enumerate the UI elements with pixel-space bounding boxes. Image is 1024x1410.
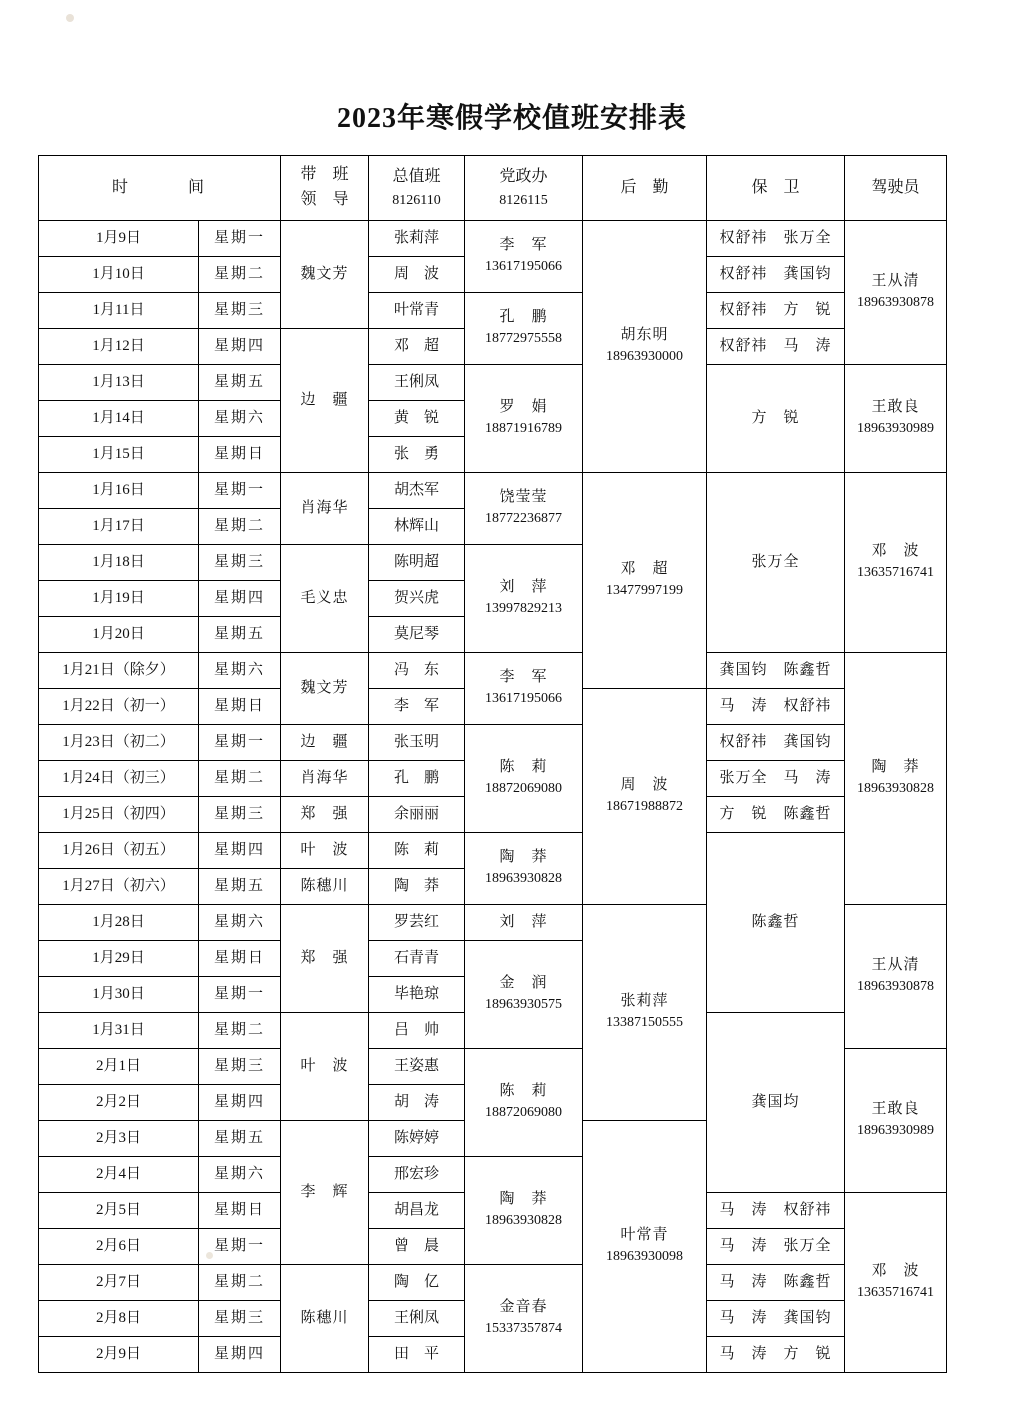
cell-date: 1月22日（初一） <box>39 689 199 725</box>
cell-weekday: 星期三 <box>199 1049 281 1085</box>
header-party-office: 党政办 8126115 <box>465 156 583 221</box>
cell-date: 2月1日 <box>39 1049 199 1085</box>
cell-security: 权舒祎 马 涛 <box>707 329 845 365</box>
cell-driver: 王从清 18963930878 <box>845 221 947 365</box>
cell-duty-officer: 曾 晨 <box>369 1229 465 1265</box>
cell-party-office: 陈 莉 18872069080 <box>465 1049 583 1157</box>
cell-date: 1月13日 <box>39 365 199 401</box>
cell-duty-officer: 陶 亿 <box>369 1265 465 1301</box>
cell-leader: 魏文芳 <box>281 221 369 329</box>
cell-party-office: 饶莹莹 18772236877 <box>465 473 583 545</box>
cell-duty-officer: 罗芸红 <box>369 905 465 941</box>
cell-duty-officer: 陈明超 <box>369 545 465 581</box>
cell-duty-officer: 毕艳琼 <box>369 977 465 1013</box>
cell-duty-officer: 黄 锐 <box>369 401 465 437</box>
cell-security: 张万全 马 涛 <box>707 761 845 797</box>
cell-date: 1月30日 <box>39 977 199 1013</box>
cell-date: 2月7日 <box>39 1265 199 1301</box>
cell-date: 1月28日 <box>39 905 199 941</box>
table-row <box>39 473 947 509</box>
header-logistics: 后 勤 <box>583 156 707 221</box>
cell-leader: 陈穗川 <box>281 869 369 905</box>
cell-weekday: 星期四 <box>199 833 281 869</box>
cell-date: 1月25日（初四） <box>39 797 199 833</box>
cell-duty-officer: 王俐凤 <box>369 365 465 401</box>
cell-weekday: 星期日 <box>199 689 281 725</box>
cell-duty-officer: 王姿惠 <box>369 1049 465 1085</box>
cell-date: 1月29日 <box>39 941 199 977</box>
cell-leader: 肖海华 <box>281 761 369 797</box>
cell-duty-officer: 林辉山 <box>369 509 465 545</box>
cell-duty-officer: 王俐凤 <box>369 1301 465 1337</box>
cell-duty-officer: 李 军 <box>369 689 465 725</box>
cell-weekday: 星期三 <box>199 1301 281 1337</box>
cell-duty-officer: 胡 涛 <box>369 1085 465 1121</box>
cell-security: 陈鑫哲 <box>707 833 845 1013</box>
cell-duty-officer: 冯 东 <box>369 653 465 689</box>
cell-duty-officer: 陈婷婷 <box>369 1121 465 1157</box>
cell-weekday: 星期六 <box>199 401 281 437</box>
cell-party-office: 刘 萍 13997829213 <box>465 545 583 653</box>
table-row <box>39 365 947 401</box>
cell-weekday: 星期日 <box>199 437 281 473</box>
cell-date: 2月2日 <box>39 1085 199 1121</box>
header-time: 时 间 <box>39 156 281 221</box>
cell-weekday: 星期三 <box>199 797 281 833</box>
cell-duty-officer: 胡昌龙 <box>369 1193 465 1229</box>
cell-party-office: 陶 莽 18963930828 <box>465 1157 583 1265</box>
cell-security: 方 锐 <box>707 365 845 473</box>
cell-leader: 郑 强 <box>281 797 369 833</box>
cell-security: 龚国均 <box>707 1013 845 1193</box>
cell-security: 权舒祎 龚国钧 <box>707 257 845 293</box>
cell-date: 1月23日（初二） <box>39 725 199 761</box>
cell-leader: 魏文芳 <box>281 653 369 725</box>
cell-date: 1月18日 <box>39 545 199 581</box>
cell-date: 2月8日 <box>39 1301 199 1337</box>
cell-date: 1月26日（初五） <box>39 833 199 869</box>
cell-weekday: 星期二 <box>199 761 281 797</box>
cell-weekday: 星期一 <box>199 725 281 761</box>
cell-logistics: 叶常青 18963930098 <box>583 1121 707 1373</box>
cell-duty-officer: 张玉明 <box>369 725 465 761</box>
cell-weekday: 星期五 <box>199 1121 281 1157</box>
table-row <box>39 725 947 761</box>
cell-driver: 王从清 18963930878 <box>845 905 947 1049</box>
cell-weekday: 星期二 <box>199 1265 281 1301</box>
cell-weekday: 星期一 <box>199 1229 281 1265</box>
cell-date: 1月31日 <box>39 1013 199 1049</box>
table-header-row <box>39 156 947 221</box>
cell-security: 方 锐 陈鑫哲 <box>707 797 845 833</box>
cell-date: 1月10日 <box>39 257 199 293</box>
schedule-table-container <box>38 155 946 1373</box>
cell-date: 1月15日 <box>39 437 199 473</box>
cell-logistics: 周 波 18671988872 <box>583 689 707 905</box>
table-row <box>39 221 947 257</box>
cell-duty-officer: 邢宏珍 <box>369 1157 465 1193</box>
cell-date: 1月14日 <box>39 401 199 437</box>
cell-security: 马 涛 张万全 <box>707 1229 845 1265</box>
cell-duty-officer: 孔 鹏 <box>369 761 465 797</box>
cell-date: 1月19日 <box>39 581 199 617</box>
duty-schedule-table <box>38 155 947 1373</box>
cell-weekday: 星期四 <box>199 1085 281 1121</box>
cell-weekday: 星期二 <box>199 1013 281 1049</box>
cell-date: 1月16日 <box>39 473 199 509</box>
cell-weekday: 星期五 <box>199 617 281 653</box>
cell-date: 2月4日 <box>39 1157 199 1193</box>
cell-duty-officer: 张 勇 <box>369 437 465 473</box>
cell-weekday: 星期四 <box>199 329 281 365</box>
cell-duty-officer: 陶 莽 <box>369 869 465 905</box>
table-row <box>39 293 947 329</box>
cell-weekday: 星期一 <box>199 221 281 257</box>
cell-driver: 王敢良 18963930989 <box>845 365 947 473</box>
cell-weekday: 星期日 <box>199 941 281 977</box>
cell-duty-officer: 莫尼琴 <box>369 617 465 653</box>
cell-date: 1月21日（除夕） <box>39 653 199 689</box>
cell-security: 马 涛 龚国钧 <box>707 1301 845 1337</box>
cell-security: 权舒祎 张万全 <box>707 221 845 257</box>
cell-weekday: 星期四 <box>199 581 281 617</box>
cell-driver: 陶 莽 18963930828 <box>845 653 947 905</box>
cell-party-office: 罗 娟 18871916789 <box>465 365 583 473</box>
cell-date: 1月12日 <box>39 329 199 365</box>
table-row <box>39 833 947 869</box>
cell-weekday: 星期一 <box>199 473 281 509</box>
cell-leader: 陈穗川 <box>281 1265 369 1373</box>
cell-security: 权舒祎 方 锐 <box>707 293 845 329</box>
cell-security: 权舒祎 龚国钧 <box>707 725 845 761</box>
cell-security: 马 涛 权舒祎 <box>707 1193 845 1229</box>
cell-duty-officer: 贺兴虎 <box>369 581 465 617</box>
cell-party-office: 刘 萍 <box>465 905 583 941</box>
cell-date: 2月5日 <box>39 1193 199 1229</box>
scan-artifact-dot-top <box>66 14 74 22</box>
table-row <box>39 653 947 689</box>
cell-duty-officer: 胡杰军 <box>369 473 465 509</box>
cell-party-office: 金 润 18963930575 <box>465 941 583 1049</box>
cell-weekday: 星期三 <box>199 293 281 329</box>
cell-date: 2月9日 <box>39 1337 199 1373</box>
cell-duty-officer: 周 波 <box>369 257 465 293</box>
cell-duty-officer: 张莉萍 <box>369 221 465 257</box>
header-security: 保 卫 <box>707 156 845 221</box>
header-leader: 带 班 领 导 <box>281 156 369 221</box>
cell-duty-officer: 余丽丽 <box>369 797 465 833</box>
cell-logistics: 张莉萍 13387150555 <box>583 905 707 1121</box>
cell-security: 龚国钧 陈鑫哲 <box>707 653 845 689</box>
cell-party-office: 陶 莽 18963930828 <box>465 833 583 905</box>
cell-date: 1月17日 <box>39 509 199 545</box>
cell-weekday: 星期六 <box>199 905 281 941</box>
cell-weekday: 星期一 <box>199 977 281 1013</box>
cell-party-office: 李 军 13617195066 <box>465 653 583 725</box>
cell-driver: 邓 波 13635716741 <box>845 1193 947 1373</box>
cell-leader: 叶 波 <box>281 1013 369 1121</box>
cell-driver: 邓 波 13635716741 <box>845 473 947 653</box>
cell-leader: 毛义忠 <box>281 545 369 653</box>
cell-security: 张万全 <box>707 473 845 653</box>
cell-weekday: 星期二 <box>199 509 281 545</box>
cell-duty-officer: 叶常青 <box>369 293 465 329</box>
cell-party-office: 李 军 13617195066 <box>465 221 583 293</box>
cell-date: 2月6日 <box>39 1229 199 1265</box>
cell-party-office: 陈 莉 18872069080 <box>465 725 583 833</box>
cell-leader: 叶 波 <box>281 833 369 869</box>
cell-duty-officer: 邓 超 <box>369 329 465 365</box>
header-driver: 驾驶员 <box>845 156 947 221</box>
cell-leader: 边 疆 <box>281 329 369 473</box>
cell-weekday: 星期六 <box>199 1157 281 1193</box>
cell-date: 2月3日 <box>39 1121 199 1157</box>
cell-leader: 肖海华 <box>281 473 369 545</box>
cell-date: 1月24日（初三） <box>39 761 199 797</box>
cell-leader: 郑 强 <box>281 905 369 1013</box>
cell-duty-officer: 陈 莉 <box>369 833 465 869</box>
cell-security: 马 涛 权舒祎 <box>707 689 845 725</box>
cell-weekday: 星期三 <box>199 545 281 581</box>
cell-party-office: 金音春 15337357874 <box>465 1265 583 1373</box>
cell-weekday: 星期日 <box>199 1193 281 1229</box>
cell-weekday: 星期五 <box>199 365 281 401</box>
cell-weekday: 星期四 <box>199 1337 281 1373</box>
cell-security: 马 涛 方 锐 <box>707 1337 845 1373</box>
cell-leader: 李 辉 <box>281 1121 369 1265</box>
cell-security: 马 涛 陈鑫哲 <box>707 1265 845 1301</box>
cell-driver: 王敢良 18963930989 <box>845 1049 947 1193</box>
cell-duty-officer: 田 平 <box>369 1337 465 1373</box>
cell-weekday: 星期六 <box>199 653 281 689</box>
header-duty-officer: 总值班 8126110 <box>369 156 465 221</box>
cell-logistics: 胡东明 18963930000 <box>583 221 707 473</box>
cell-weekday: 星期五 <box>199 869 281 905</box>
cell-weekday: 星期二 <box>199 257 281 293</box>
cell-date: 1月20日 <box>39 617 199 653</box>
cell-duty-officer: 石青青 <box>369 941 465 977</box>
cell-logistics: 邓 超 13477997199 <box>583 473 707 689</box>
page-title: 2023年寒假学校值班安排表 <box>336 103 687 134</box>
cell-leader: 边 疆 <box>281 725 369 761</box>
table-row <box>39 1265 947 1301</box>
cell-party-office: 孔 鹏 18772975558 <box>465 293 583 365</box>
cell-date: 1月27日（初六） <box>39 869 199 905</box>
cell-date: 1月11日 <box>39 293 199 329</box>
cell-date: 1月9日 <box>39 221 199 257</box>
cell-duty-officer: 吕 帅 <box>369 1013 465 1049</box>
